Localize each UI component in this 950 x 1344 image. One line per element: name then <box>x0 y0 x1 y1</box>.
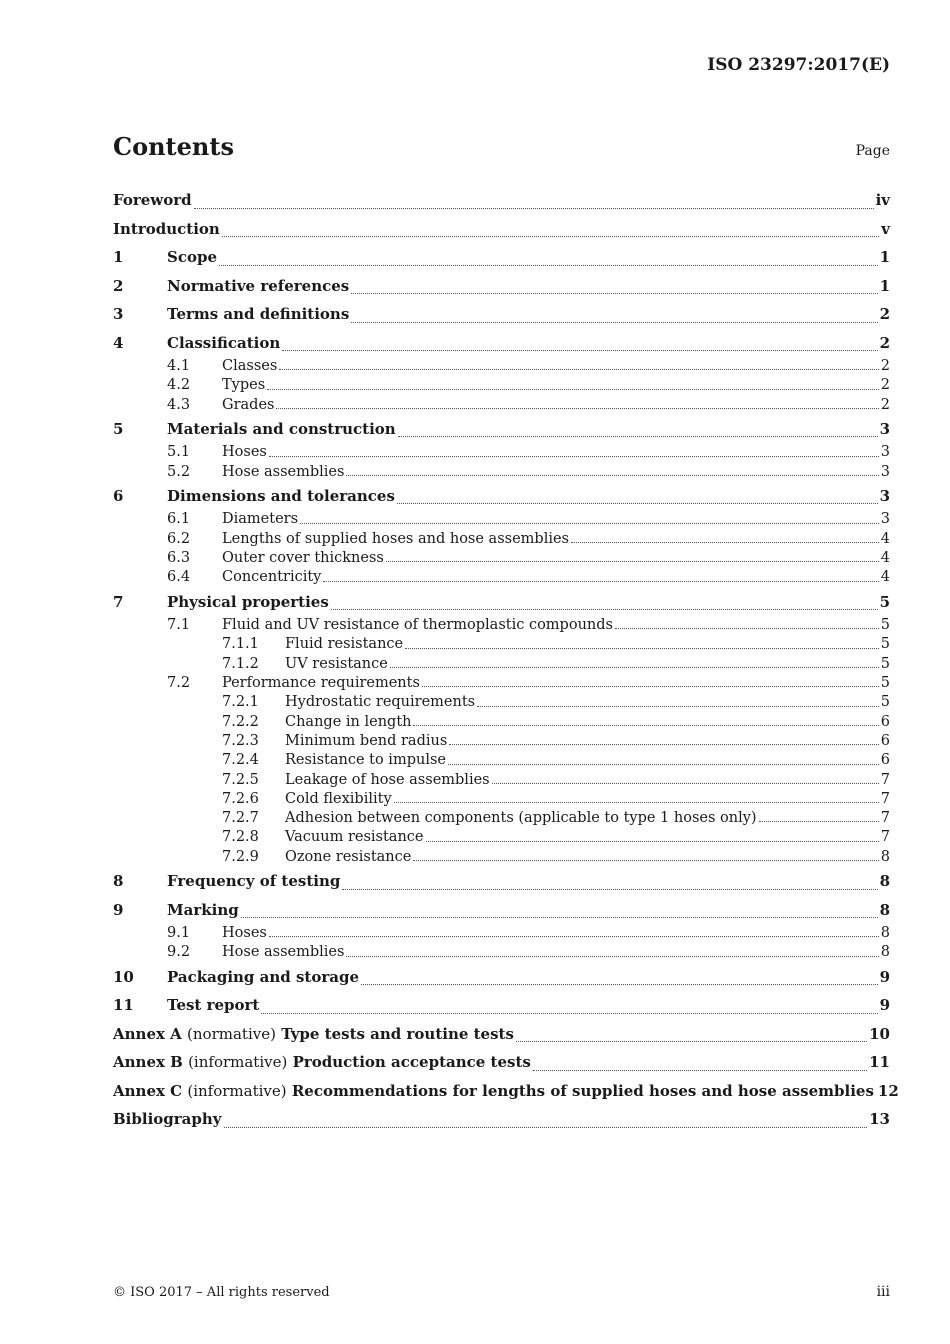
toc-entry-title: Packaging and storage <box>167 967 360 986</box>
dot-leader <box>276 407 878 409</box>
dot-leader <box>269 935 879 937</box>
toc-entry-number: 5.2 <box>167 463 191 480</box>
toc-entry-title: Lengths of supplied hoses and hose assemblies <box>222 530 569 547</box>
toc-entry-title: Hose assemblies <box>222 944 345 961</box>
toc-entry-number: 9.2 <box>167 944 191 961</box>
toc-entry[interactable] <box>113 635 890 654</box>
toc-entry[interactable] <box>113 943 890 962</box>
toc-entry-page: 9 <box>879 967 890 986</box>
toc-entry-title: Hoses <box>222 925 267 942</box>
toc-entry[interactable] <box>113 848 890 867</box>
toc-entry-page: 1 <box>879 276 890 295</box>
toc-entry-page: 3 <box>879 486 890 505</box>
toc-entry-number: 7 <box>113 592 124 611</box>
toc-entry[interactable] <box>113 732 890 751</box>
dot-leader <box>267 388 879 390</box>
toc-entry-title: Performance requirements <box>222 675 420 692</box>
dot-leader <box>346 474 878 476</box>
dot-leader <box>261 1012 877 1014</box>
dot-leader <box>516 1040 867 1042</box>
toc-entry[interactable] <box>113 1020 890 1049</box>
dot-leader <box>361 983 878 985</box>
toc-entry[interactable] <box>113 991 890 1020</box>
dot-leader <box>331 608 878 610</box>
toc-entry-page: 3 <box>880 444 890 461</box>
toc-entry[interactable] <box>113 616 890 635</box>
toc-entry-page: 2 <box>879 305 890 323</box>
dot-leader <box>323 580 878 582</box>
dot-leader <box>300 522 879 524</box>
toc-entry[interactable] <box>113 243 890 272</box>
toc-entry-title: Fluid resistance <box>285 636 404 653</box>
dot-leader <box>533 1069 867 1071</box>
toc-entry-title: Hose assemblies <box>222 463 345 480</box>
toc-entry-title: Types <box>222 377 266 394</box>
toc-entry[interactable] <box>113 1048 890 1077</box>
toc-entry-page: 8 <box>879 872 890 891</box>
toc-entry-number: 6.3 <box>167 550 191 567</box>
toc-entry-page: 1 <box>879 248 890 266</box>
toc-entry[interactable] <box>113 588 890 617</box>
annex-label: Annex B <box>113 1053 183 1072</box>
toc-entry-title: Terms and definitions <box>167 305 350 323</box>
toc-entry[interactable] <box>113 186 890 215</box>
toc-entry[interactable] <box>113 713 890 732</box>
footer-copyright: © ISO 2017 – All rights reserved <box>113 1285 330 1300</box>
toc-entry-number: 7.2.8 <box>222 829 259 846</box>
toc-entry-title: Classes <box>222 358 278 374</box>
toc-entry-number: 6.2 <box>167 530 191 547</box>
toc-entry-number: 7.1 <box>167 617 191 634</box>
toc-entry-page: 4 <box>880 550 890 567</box>
toc-entry-number: 7.2.3 <box>222 732 259 749</box>
dot-leader <box>397 502 878 504</box>
contents-title: Contents <box>113 132 234 161</box>
annex-title: Production acceptance tests <box>292 1053 531 1072</box>
toc-entry[interactable] <box>113 828 890 847</box>
annex-kind: (normative) <box>187 1024 276 1043</box>
toc-entry[interactable] <box>113 867 890 896</box>
annex-title: Recommendations for lengths of supplied hoses and hose assemblies <box>291 1081 874 1100</box>
toc-entry-title <box>113 1048 531 1077</box>
table-of-contents <box>113 186 899 1134</box>
toc-entry[interactable] <box>113 771 890 790</box>
dot-leader <box>405 647 879 649</box>
toc-entry-number: 4.2 <box>167 377 191 394</box>
toc-entry[interactable] <box>113 396 890 415</box>
toc-entry[interactable] <box>113 924 890 943</box>
toc-entry[interactable] <box>113 568 890 587</box>
toc-entry[interactable] <box>113 272 890 301</box>
dot-leader <box>269 455 879 457</box>
toc-entry-title: Diameters <box>222 511 299 528</box>
annex-kind: (informative) <box>187 1081 287 1100</box>
toc-entry-number: 3 <box>113 305 124 323</box>
annex-label: Annex A <box>113 1024 182 1043</box>
toc-entry[interactable] <box>113 510 890 529</box>
toc-entry[interactable] <box>113 300 890 329</box>
toc-entry[interactable] <box>113 674 890 693</box>
toc-entry-number: 7.2.5 <box>222 771 259 788</box>
toc-entry-number: 7.2.9 <box>222 848 259 865</box>
toc-entry-number: 5.1 <box>167 444 191 461</box>
annex-label: Annex C <box>113 1081 183 1100</box>
toc-entry-title: Dimensions and tolerances <box>167 486 395 505</box>
toc-entry-page: 4 <box>880 569 890 586</box>
toc-entry-page: 6 <box>880 732 890 749</box>
toc-entry-page: 11 <box>869 1053 890 1072</box>
toc-entry-page: 3 <box>879 419 890 438</box>
toc-entry[interactable] <box>113 415 890 444</box>
toc-entry-title: Leakage of hose assemblies <box>285 771 490 788</box>
toc-entry[interactable] <box>113 751 890 770</box>
toc-entry-page: 3 <box>880 463 890 480</box>
dot-leader <box>422 685 879 687</box>
toc-entry-number: 7.2.1 <box>222 694 259 711</box>
dot-leader <box>426 840 879 842</box>
toc-entry-page: 5 <box>880 636 890 653</box>
toc-entry-title: Introduction <box>113 219 220 238</box>
toc-entry-title: Physical properties <box>167 592 329 611</box>
toc-entry-title <box>113 1077 874 1106</box>
annex-title: Type tests and routine tests <box>281 1024 514 1043</box>
toc-entry[interactable] <box>113 376 890 395</box>
toc-entry-title: Resistance to impulse <box>285 752 446 769</box>
dot-leader <box>222 235 879 237</box>
toc-entry[interactable] <box>113 896 890 925</box>
toc-entry-title: Change in length <box>285 713 412 730</box>
toc-entry-number: 7.2.7 <box>222 810 259 827</box>
toc-entry-page: 2 <box>880 358 890 374</box>
toc-entry-number: 2 <box>113 276 124 295</box>
toc-entry-title: Hoses <box>222 444 267 461</box>
toc-entry-title: Normative references <box>167 276 350 295</box>
toc-entry-page: 2 <box>879 333 890 352</box>
toc-entry-page: 3 <box>880 511 890 528</box>
dot-leader <box>398 435 878 437</box>
dot-leader <box>241 916 878 918</box>
toc-entry-page: 7 <box>880 810 890 827</box>
toc-entry-title: Fluid and UV resistance of thermoplastic compounds <box>222 617 613 634</box>
toc-entry-number: 7.2.4 <box>222 752 259 769</box>
toc-entry[interactable] <box>113 693 890 712</box>
toc-entry-page: 7 <box>880 829 890 846</box>
toc-entry[interactable] <box>113 549 890 568</box>
toc-entry-number: 9.1 <box>167 925 191 942</box>
toc-entry-number: 8 <box>113 872 124 891</box>
toc-entry[interactable] <box>113 215 890 244</box>
toc-entry-page: 12 <box>877 1081 899 1100</box>
toc-entry-title: Ozone resistance <box>285 848 412 865</box>
dot-leader <box>224 1126 868 1128</box>
toc-entry-title: Scope <box>167 248 218 266</box>
toc-entry[interactable] <box>113 357 890 376</box>
toc-entry-page: 13 <box>869 1110 890 1129</box>
toc-entry-number: 9 <box>113 900 124 919</box>
toc-entry-page: 2 <box>880 396 890 413</box>
toc-entry-number: 5 <box>113 419 124 438</box>
annex-kind: (informative) <box>188 1053 288 1072</box>
toc-entry-number: 11 <box>113 996 134 1015</box>
toc-entry-page: 8 <box>879 900 890 919</box>
toc-entry-number: 4 <box>113 333 124 352</box>
toc-entry-page: 10 <box>869 1024 890 1043</box>
toc-entry-number: 1 <box>113 248 124 266</box>
toc-entry[interactable] <box>113 482 890 511</box>
page-column-label: Page <box>855 143 890 159</box>
toc-entry-number: 10 <box>113 967 134 986</box>
toc-entry-title: Foreword <box>113 191 192 209</box>
toc-entry-page: 2 <box>880 377 890 394</box>
toc-entry-title: Cold flexibility <box>285 790 392 807</box>
dot-leader <box>351 292 877 294</box>
toc-entry-title: Adhesion between components (applicable to type 1 hoses only) <box>285 810 757 827</box>
toc-entry-page: 5 <box>880 694 890 711</box>
toc-entry-title: Minimum bend radius <box>285 732 448 749</box>
toc-entry[interactable] <box>113 655 890 674</box>
dot-leader <box>492 782 879 784</box>
toc-entry-title: Test report <box>167 996 260 1015</box>
toc-entry-page: 7 <box>880 771 890 788</box>
dot-leader <box>413 724 878 726</box>
toc-entry-number: 6.4 <box>167 569 191 586</box>
dot-leader <box>282 349 877 351</box>
document-id: ISO 23297:2017(E) <box>707 55 890 75</box>
toc-entry[interactable] <box>113 963 890 992</box>
toc-entry-page: 5 <box>880 675 890 692</box>
toc-entry-title: Grades <box>222 396 275 413</box>
dot-leader <box>279 368 878 370</box>
dot-leader <box>390 666 879 668</box>
toc-entry-page: 7 <box>880 790 890 807</box>
dot-leader <box>413 859 878 861</box>
toc-entry-number: 7.1.1 <box>222 636 259 653</box>
toc-entry-title: Outer cover thickness <box>222 550 384 567</box>
toc-entry-title: Vacuum resistance <box>285 829 424 846</box>
toc-entry[interactable] <box>113 463 890 482</box>
toc-entry-number: 4.3 <box>167 396 191 413</box>
toc-entry-page: 8 <box>880 848 890 865</box>
toc-entry[interactable] <box>113 530 890 549</box>
toc-entry-page: 9 <box>879 996 890 1015</box>
toc-entry-page: 5 <box>880 617 890 634</box>
toc-entry-page: 6 <box>880 752 890 769</box>
toc-entry-title: Classification <box>167 333 281 352</box>
toc-entry-page: 4 <box>880 530 890 547</box>
toc-entry-title: UV resistance <box>285 655 388 672</box>
dot-leader <box>759 820 879 822</box>
dot-leader <box>219 264 878 266</box>
toc-entry[interactable] <box>113 1077 899 1106</box>
toc-entry-title: Frequency of testing <box>167 872 341 891</box>
toc-entry-number: 7.2.2 <box>222 713 259 730</box>
toc-entry-page: 5 <box>880 655 890 672</box>
dot-leader <box>394 801 879 803</box>
toc-entry[interactable] <box>113 329 890 358</box>
toc-entry-title: Concentricity <box>222 569 322 586</box>
toc-entry[interactable] <box>113 809 890 828</box>
toc-entry-title: Materials and construction <box>167 419 396 438</box>
toc-entry-number: 6 <box>113 486 124 505</box>
dot-leader <box>346 955 878 957</box>
footer-page-number: iii <box>876 1284 890 1300</box>
toc-entry[interactable] <box>113 443 890 462</box>
dot-leader <box>449 743 878 745</box>
toc-entry-title <box>113 1020 514 1049</box>
toc-entry-number: 7.1.2 <box>222 655 259 672</box>
toc-entry-title: Marking <box>167 900 239 919</box>
toc-entry-page: iv <box>875 191 890 209</box>
dot-leader <box>342 888 877 890</box>
toc-entry[interactable] <box>113 1105 890 1134</box>
dot-leader <box>194 207 874 209</box>
dot-leader <box>615 627 879 629</box>
toc-entry-title: Bibliography <box>113 1110 222 1129</box>
toc-entry-title: Hydrostatic requirements <box>285 694 476 711</box>
toc-entry-page: 5 <box>879 592 890 611</box>
toc-entry-page: 8 <box>880 925 890 942</box>
toc-entry-number: 7.2.6 <box>222 790 259 807</box>
toc-entry-page: 8 <box>880 944 890 961</box>
toc-entry-number: 4.1 <box>167 358 191 374</box>
dot-leader <box>448 763 879 765</box>
toc-entry[interactable] <box>113 790 890 809</box>
dot-leader <box>477 705 879 707</box>
dot-leader <box>386 560 879 562</box>
toc-entry-number: 7.2 <box>167 675 191 692</box>
toc-entry-page: 6 <box>880 713 890 730</box>
dot-leader <box>571 541 879 543</box>
dot-leader <box>351 321 877 323</box>
toc-entry-number: 6.1 <box>167 511 191 528</box>
toc-entry-page: v <box>881 219 890 238</box>
